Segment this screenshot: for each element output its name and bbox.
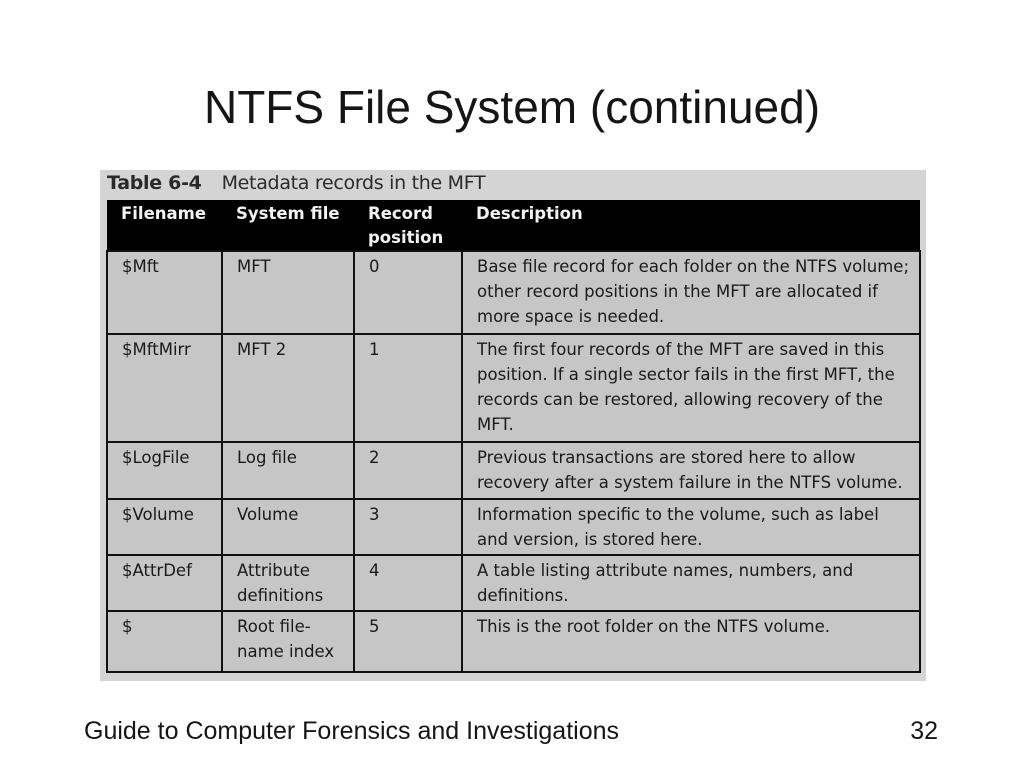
cell-system-file: Log file — [222, 442, 354, 498]
table-row — [107, 334, 920, 443]
header-system-file: System file — [222, 200, 354, 251]
cell-filename: $LogFile — [107, 442, 222, 498]
cell-record-position: 4 — [354, 555, 462, 611]
cell-record-position: 5 — [354, 611, 462, 672]
cell-description: A table listing attribute names, numbers, and definitions. — [462, 555, 920, 611]
cell-filename: $AttrDef — [107, 555, 222, 611]
cell-description: Previous transactions are stored here to allow recovery after a system failure in the NTFS volume. — [462, 442, 920, 498]
table-caption-text: Metadata records in the MFT — [221, 172, 486, 194]
header-record-position: Record position — [354, 200, 462, 251]
table-row — [107, 442, 920, 498]
cell-record-position: 1 — [354, 334, 462, 443]
mft-metadata-table — [106, 200, 921, 673]
cell-system-file: MFT 2 — [222, 334, 354, 443]
cell-filename: $Volume — [107, 499, 222, 555]
cell-filename: $ — [107, 611, 222, 672]
cell-record-position: 2 — [354, 442, 462, 498]
page-number: 32 — [910, 717, 938, 745]
table-caption-label: Table 6-4 — [107, 172, 202, 194]
cell-system-file: Root file-name index — [222, 611, 354, 672]
cell-filename: $MftMirr — [107, 334, 222, 443]
cell-description: The first four records of the MFT are saved in this position. If a single sector fails in the first MFT, the records can be restored, allowing recovery of the MFT. — [462, 334, 920, 443]
cell-description: Information specific to the volume, such as label and version, is stored here. — [462, 499, 920, 555]
cell-filename: $Mft — [107, 251, 222, 334]
table-row — [107, 251, 920, 334]
cell-record-position: 3 — [354, 499, 462, 555]
cell-record-position: 0 — [354, 251, 462, 334]
header-description: Description — [462, 200, 920, 251]
table-figure — [100, 170, 926, 681]
cell-system-file: Volume — [222, 499, 354, 555]
cell-description: Base file record for each folder on the NTFS volume; other record positions in the MFT are allocated if more space is needed. — [462, 251, 920, 334]
table-caption — [107, 172, 485, 194]
slide-footer: Guide to Computer Forensics and Investigations — [84, 717, 619, 745]
table-row — [107, 555, 920, 611]
cell-description: This is the root folder on the NTFS volume. — [462, 611, 920, 672]
cell-system-file: Attribute definitions — [222, 555, 354, 611]
slide-title: NTFS File System (continued) — [203, 81, 821, 133]
table-header-row — [107, 200, 920, 251]
table-row — [107, 499, 920, 555]
table-row — [107, 611, 920, 672]
header-filename: Filename — [107, 200, 222, 251]
cell-system-file: MFT — [222, 251, 354, 334]
